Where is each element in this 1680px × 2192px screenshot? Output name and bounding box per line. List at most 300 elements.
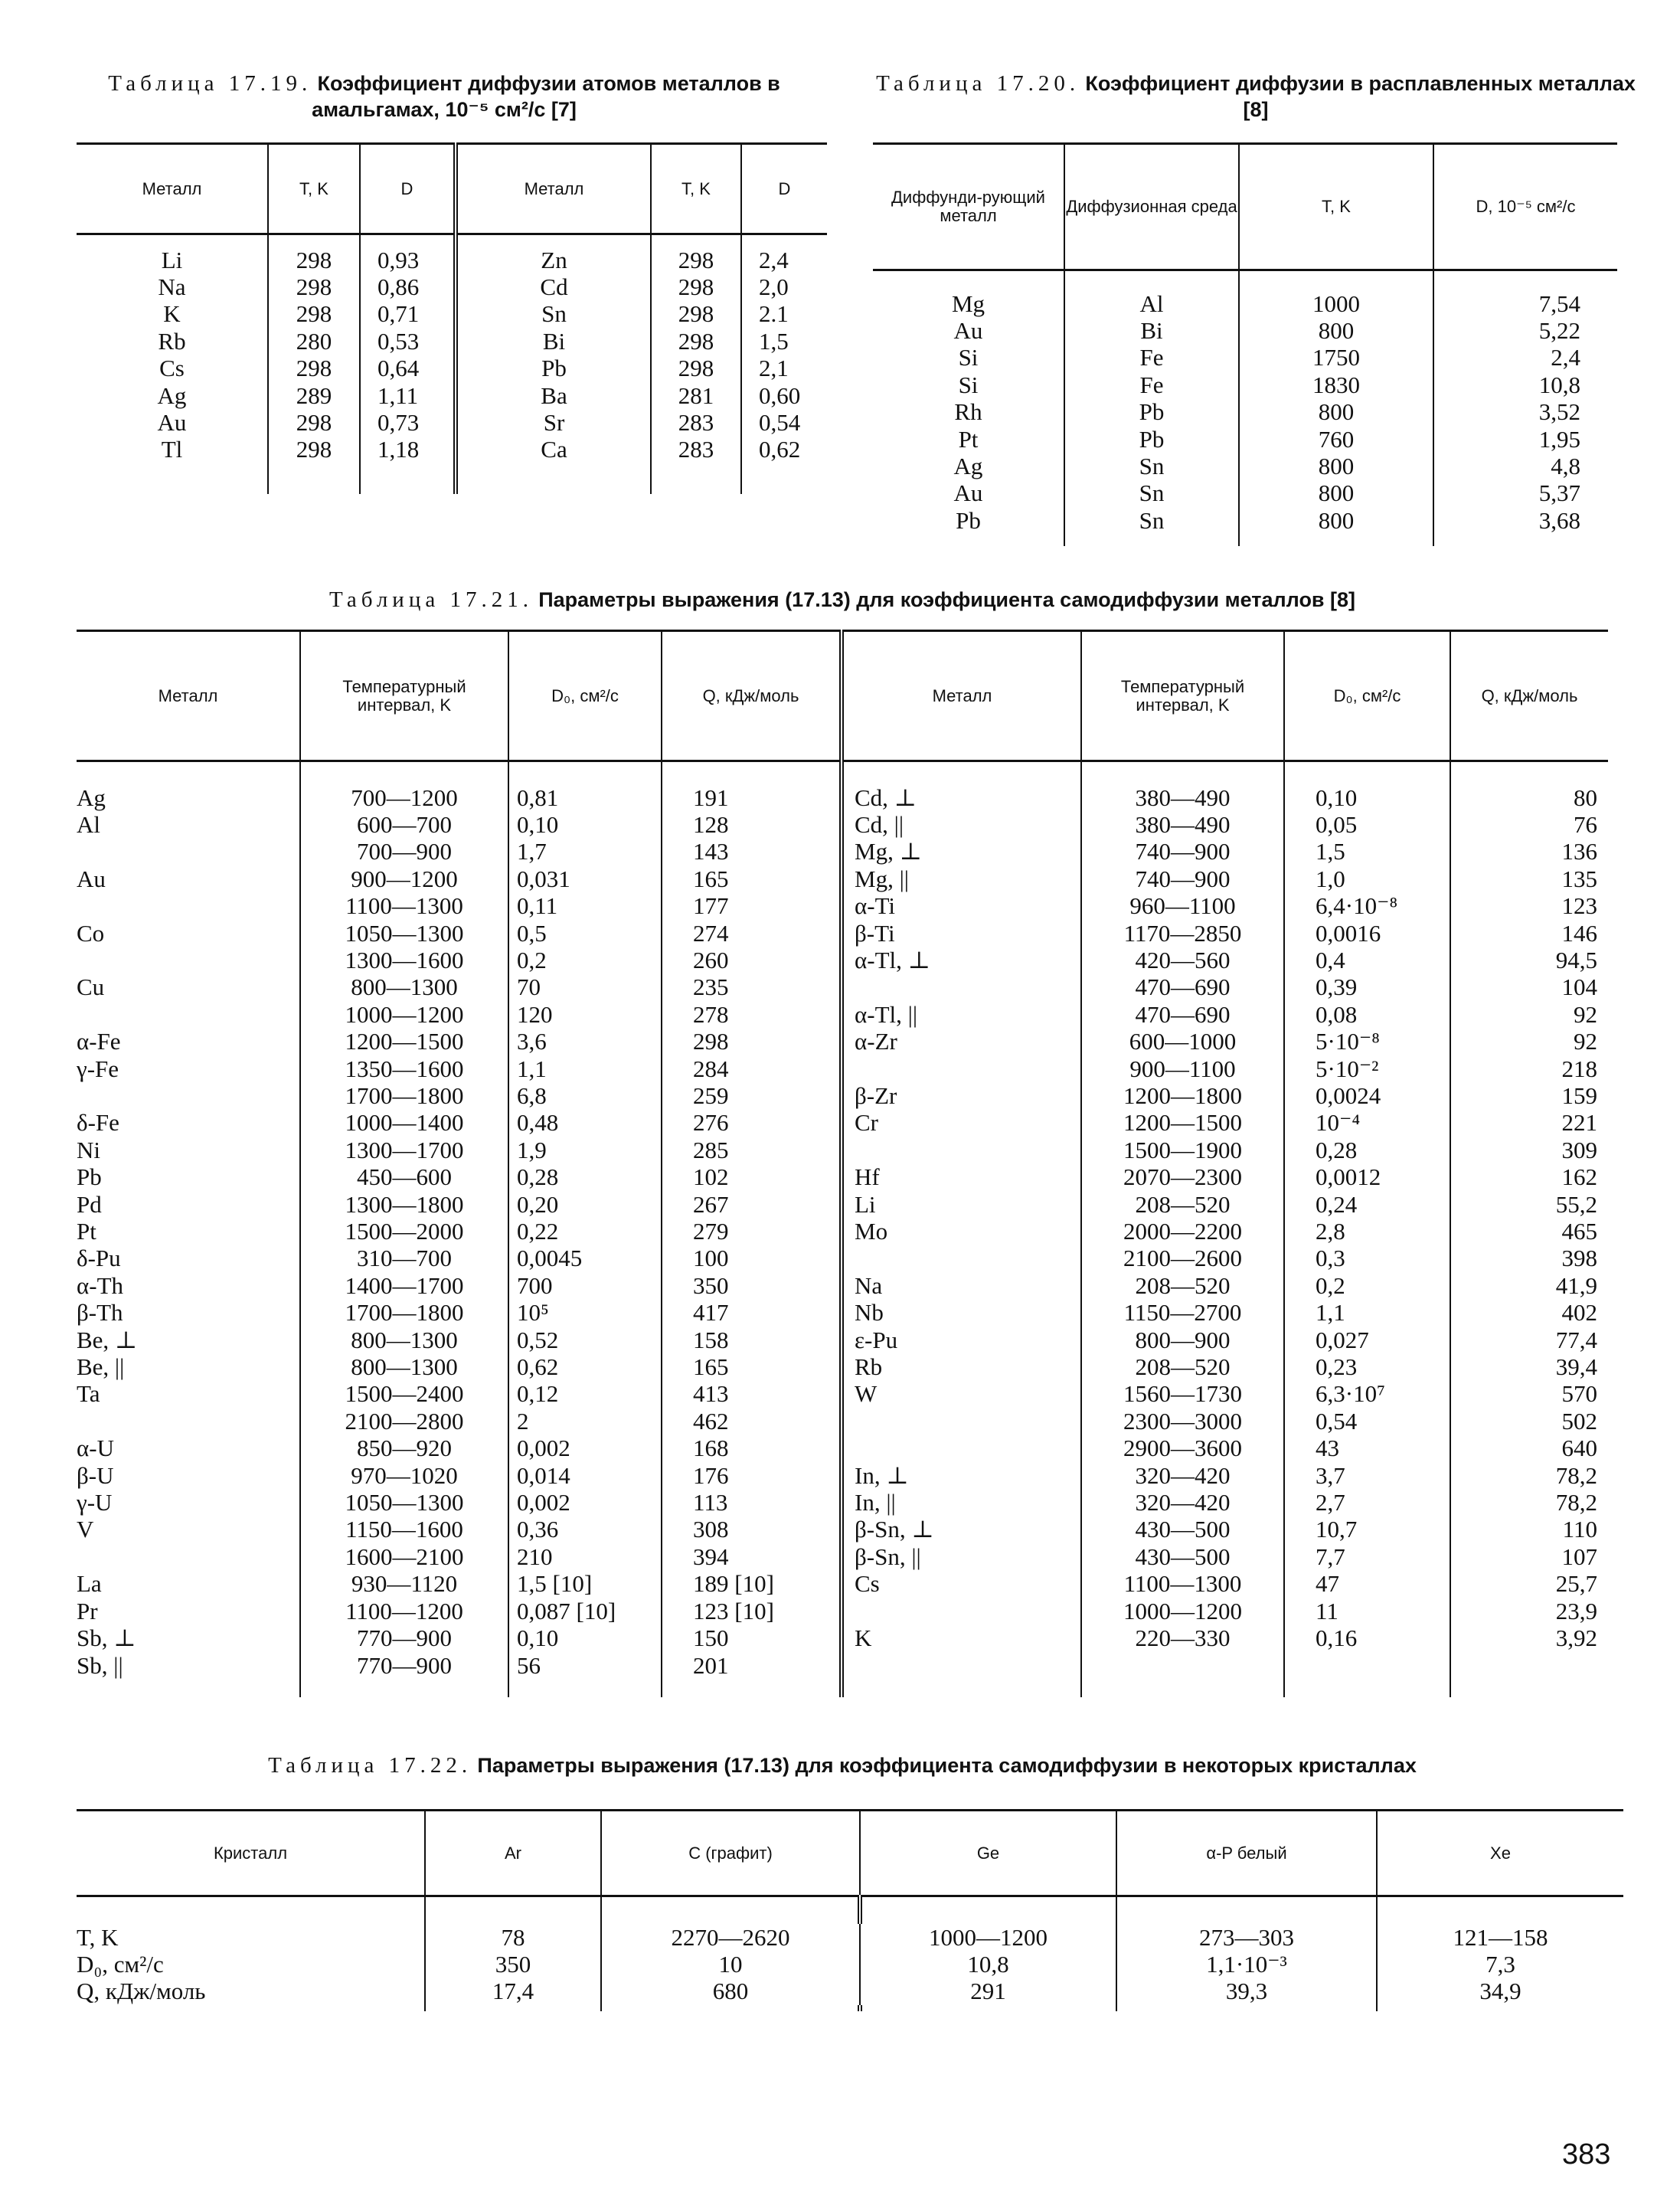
diffusion-cell: 1,5	[741, 328, 827, 355]
temperature-cell: 298	[268, 247, 360, 273]
spacer-cell	[425, 1896, 601, 1924]
caption-label: Таблица 17.22.	[268, 1753, 472, 1778]
q-cell: 107	[1450, 1543, 1608, 1570]
metal-cell	[77, 892, 300, 919]
diffusion-cell: 3,52	[1433, 398, 1617, 425]
spacer-cell	[77, 1896, 425, 1924]
q-cell: 110	[1450, 1516, 1608, 1543]
diffusing-metal-cell: Pt	[958, 425, 979, 453]
metal-cell: Al	[77, 810, 100, 838]
interval-cell: 800—1300	[300, 1327, 508, 1353]
interval-cell: 740—900	[1081, 838, 1284, 865]
table-row	[873, 479, 1617, 506]
spacer-cell	[1081, 761, 1284, 784]
d0-cell: 3,6	[508, 1028, 662, 1055]
metal-cell: Tl	[161, 436, 183, 463]
diffusion-cell: 0,64	[360, 355, 456, 381]
metal-cell: Sb, ⊥	[77, 1624, 136, 1652]
metal-cell: W	[842, 1380, 1081, 1407]
interval-cell: 1100—1300	[300, 892, 508, 919]
temperature-cell: 298	[651, 273, 741, 300]
spacer-cell	[741, 463, 827, 494]
spacer-cell	[1377, 2005, 1623, 2011]
header-ar: Ar	[425, 1811, 601, 1896]
d0-cell: 0,28	[508, 1163, 662, 1190]
metal-cell	[77, 1543, 300, 1570]
interval-cell: 1700—1800	[300, 1082, 508, 1109]
interval-cell: 1200—1800	[1081, 1082, 1284, 1109]
metal-cell: Pt	[77, 1218, 96, 1245]
d0-cell: 1,5 [10]	[508, 1570, 662, 1597]
metal-cell: Li	[842, 1191, 1081, 1218]
q-cell: 128	[662, 811, 842, 838]
interval-cell: 1500—2000	[300, 1218, 508, 1245]
table-row	[77, 1924, 1623, 1951]
interval-cell: 2100—2800	[300, 1408, 508, 1435]
metal-cell: Na	[842, 1272, 1081, 1299]
q-cell: 274	[662, 920, 842, 947]
table-row	[77, 865, 1608, 892]
d0-cell: 1,9	[508, 1137, 662, 1163]
xe-cell: 121—158	[1377, 1924, 1623, 1951]
metal-cell	[842, 1245, 1081, 1271]
d0-cell: 6,4·10⁻⁸	[1284, 892, 1450, 919]
spacer-cell	[1064, 270, 1239, 290]
d0-cell: 210	[508, 1543, 662, 1570]
d0-cell: 0,4	[1284, 947, 1450, 973]
interval-cell: 770—900	[300, 1652, 508, 1679]
spacer-cell	[268, 234, 360, 247]
interval-cell: 1500—2400	[300, 1380, 508, 1407]
q-cell: 80	[1450, 784, 1608, 811]
spacer-cell	[77, 1679, 300, 1697]
table-row	[77, 1137, 1608, 1163]
q-cell: 94,5	[1450, 947, 1608, 973]
interval-cell: 770—900	[300, 1624, 508, 1651]
interval-cell: 1300—1600	[300, 947, 508, 973]
q-cell: 165	[662, 1353, 842, 1380]
temperature-cell: 800	[1239, 398, 1433, 425]
q-cell: 201	[662, 1652, 842, 1679]
q-cell: 462	[662, 1408, 842, 1435]
ar-cell: 78	[425, 1924, 601, 1951]
diffusing-metal-cell: Au	[953, 316, 983, 344]
q-cell: 235	[662, 973, 842, 1000]
metal-cell: Cd, ⊥	[842, 784, 1081, 811]
diffusion-cell: 0,54	[741, 409, 827, 436]
temperature-cell: 280	[268, 328, 360, 355]
table-row	[873, 371, 1617, 398]
metal-cell: Cs	[159, 355, 185, 382]
metal-cell: Mo	[842, 1218, 1081, 1245]
spacer-cell	[508, 761, 662, 784]
medium-cell: Sn	[1064, 453, 1239, 479]
d0-cell: 1,1	[508, 1055, 662, 1082]
d0-cell: 0,087 [10]	[508, 1598, 662, 1624]
d0-cell: 0,52	[508, 1327, 662, 1353]
metal-cell	[77, 1082, 300, 1109]
d0-cell: 0,3	[1284, 1245, 1450, 1271]
table-row	[77, 892, 1608, 919]
spacer-cell	[77, 463, 268, 494]
d0-cell: 5·10⁻²	[1284, 1055, 1450, 1082]
medium-cell: Pb	[1064, 398, 1239, 425]
parameter-cell: Q, кДж/моль	[77, 1978, 206, 2005]
interval-cell: 1700—1800	[300, 1299, 508, 1326]
temperature-cell: 298	[268, 409, 360, 436]
table-17-19-caption	[77, 70, 812, 123]
header-graphite: C (графит)	[601, 1811, 860, 1896]
metal-cell: Sn	[456, 300, 651, 327]
q-cell: 158	[662, 1327, 842, 1353]
interval-cell: 700—1200	[300, 784, 508, 811]
q-cell: 191	[662, 784, 842, 811]
header-temperature: T, K	[651, 144, 741, 234]
parameter-cell: T, K	[77, 1923, 119, 1951]
diffusion-cell: 1,11	[360, 382, 456, 409]
interval-cell: 2000—2200	[1081, 1218, 1284, 1245]
q-cell: 640	[1450, 1435, 1608, 1461]
temperature-cell: 298	[268, 436, 360, 463]
spacer-cell	[77, 761, 300, 784]
d0-cell: 0,16	[1284, 1624, 1450, 1651]
spacer-cell	[1433, 270, 1617, 290]
table-row	[77, 1299, 1608, 1326]
metal-cell: Mg, ⊥	[842, 838, 1081, 865]
table-row	[77, 1327, 1608, 1353]
q-cell: 39,4	[1450, 1353, 1608, 1380]
diffusing-metal-cell: Pb	[956, 506, 981, 534]
spacer-cell	[300, 1679, 508, 1697]
header-temperature: T, K	[268, 144, 360, 234]
medium-cell: Fe	[1064, 371, 1239, 398]
table-row	[77, 300, 827, 327]
metal-cell	[842, 1598, 1081, 1624]
diffusion-cell: 2.1	[741, 300, 827, 327]
q-cell: 41,9	[1450, 1272, 1608, 1299]
caption-title: Коэффициент диффузии атомов металлов в амальгамах, 10⁻⁵ см²/с [7]	[312, 72, 780, 121]
table-row	[77, 1543, 1608, 1570]
metal-cell	[77, 947, 300, 973]
table-row	[77, 273, 827, 300]
table-row	[77, 436, 827, 463]
metal-cell: Li	[161, 246, 183, 273]
diffusing-metal-cell: Si	[958, 371, 979, 398]
ge-cell: 291	[860, 1978, 1116, 2004]
metal-cell: α-Ti	[842, 892, 1081, 919]
metal-cell: K	[163, 300, 181, 328]
q-cell: 259	[662, 1082, 842, 1109]
d0-cell: 1,7	[508, 838, 662, 865]
white-p-cell: 1,1·10⁻³	[1116, 1951, 1377, 1978]
header-diffusion: D, 10⁻⁵ см²/с	[1433, 144, 1617, 270]
table-body	[873, 270, 1617, 547]
d0-cell: 0,81	[508, 784, 662, 811]
q-cell: 285	[662, 1137, 842, 1163]
temperature-cell: 281	[651, 382, 741, 409]
table-row	[77, 1001, 1608, 1028]
spacer-cell	[741, 234, 827, 247]
q-cell: 278	[662, 1001, 842, 1028]
ar-cell: 350	[425, 1951, 601, 1978]
header-metal: Металл	[456, 144, 651, 234]
d0-cell: 0,027	[1284, 1327, 1450, 1353]
interval-cell: 900—1200	[300, 865, 508, 892]
q-cell: 78,2	[1450, 1489, 1608, 1516]
metal-cell: ε-Pu	[842, 1327, 1081, 1353]
metal-cell: Nb	[842, 1299, 1081, 1326]
interval-cell: 1560—1730	[1081, 1380, 1284, 1407]
metal-cell: V	[77, 1516, 94, 1543]
interval-cell: 2300—3000	[1081, 1408, 1284, 1435]
d0-cell: 0,11	[508, 892, 662, 919]
d0-cell: 0,24	[1284, 1191, 1450, 1218]
q-cell: 78,2	[1450, 1462, 1608, 1489]
q-cell: 100	[662, 1245, 842, 1271]
diffusion-cell: 0,71	[360, 300, 456, 327]
spacer-cell	[842, 1679, 1081, 1697]
spacer-cell	[1116, 2005, 1377, 2011]
q-cell: 146	[1450, 920, 1608, 947]
interval-cell: 1150—1600	[300, 1516, 508, 1543]
table-row	[77, 1055, 1608, 1082]
d0-cell: 0,10	[508, 1624, 662, 1651]
q-cell: 143	[662, 838, 842, 865]
table-row	[77, 947, 1608, 973]
q-cell: 135	[1450, 865, 1608, 892]
table-17-22	[77, 1809, 1623, 2011]
table-row	[77, 1978, 1623, 2004]
metal-cell: Au	[77, 865, 106, 892]
metal-cell: La	[77, 1570, 102, 1598]
spacer-cell	[651, 234, 741, 247]
metal-cell: K	[842, 1624, 1081, 1651]
metal-cell: Mg, ||	[842, 865, 1081, 892]
spacer-cell	[601, 1896, 860, 1924]
header-q: Q, кДж/моль	[1450, 631, 1608, 761]
table-body	[77, 1896, 1623, 2011]
q-cell: 267	[662, 1191, 842, 1218]
header-metal: Металл	[842, 631, 1081, 761]
q-cell: 350	[662, 1272, 842, 1299]
interval-cell: 930—1120	[300, 1570, 508, 1597]
header-ge: Ge	[860, 1811, 1116, 1896]
table-row	[873, 507, 1617, 534]
ar-cell: 17,4	[425, 1978, 601, 2004]
table-row	[77, 1082, 1608, 1109]
interval-cell: 960—1100	[1081, 892, 1284, 919]
q-cell: 165	[662, 865, 842, 892]
table-17-19	[77, 142, 827, 494]
white-p-cell: 273—303	[1116, 1924, 1377, 1951]
header-d0: D₀, см²/с	[1284, 631, 1450, 761]
d0-cell: 10⁻⁴	[1284, 1109, 1450, 1136]
temperature-cell: 298	[268, 355, 360, 381]
diffusion-cell: 4,8	[1433, 453, 1617, 479]
header-q: Q, кДж/моль	[662, 631, 842, 761]
d0-cell: 0,002	[508, 1489, 662, 1516]
spacer-cell	[77, 234, 268, 247]
d0-cell: 1,1	[1284, 1299, 1450, 1326]
table-row	[77, 1028, 1608, 1055]
q-cell: 92	[1450, 1001, 1608, 1028]
interval-cell: 1100—1300	[1081, 1570, 1284, 1597]
table-17-20-caption	[873, 70, 1639, 123]
interval-cell: 1400—1700	[300, 1272, 508, 1299]
metal-cell: Sr	[456, 409, 651, 436]
d0-cell: 1,0	[1284, 865, 1450, 892]
metal-cell: Au	[157, 408, 187, 436]
parameter-cell: D₀, см²/с	[77, 1950, 164, 1978]
table-row	[873, 344, 1617, 371]
spacer-cell	[456, 463, 651, 494]
header-diffusing-metal: Диффунди-рующий металл	[891, 188, 1045, 225]
spacer-cell	[662, 761, 842, 784]
metal-cell: β-Zr	[842, 1082, 1081, 1109]
interval-cell: 320—420	[1081, 1462, 1284, 1489]
temperature-cell: 298	[268, 273, 360, 300]
q-cell: 92	[1450, 1028, 1608, 1055]
metal-cell: Ba	[456, 382, 651, 409]
d0-cell: 0,36	[508, 1516, 662, 1543]
d0-cell: 0,05	[1284, 811, 1450, 838]
d0-cell: 6,8	[508, 1082, 662, 1109]
metal-cell: Cs	[842, 1570, 1081, 1597]
d0-cell: 10⁵	[508, 1299, 662, 1326]
d0-cell: 70	[508, 973, 662, 1000]
table-row	[77, 1489, 1608, 1516]
spacer-cell	[873, 534, 1064, 546]
temperature-cell: 1000	[1239, 290, 1433, 317]
interval-cell: 1000—1400	[300, 1109, 508, 1136]
table-row	[77, 1570, 1608, 1597]
interval-cell: 1050—1300	[300, 920, 508, 947]
diffusion-cell: 0,73	[360, 409, 456, 436]
table-row	[873, 426, 1617, 453]
d0-cell: 6,3·10⁷	[1284, 1380, 1450, 1407]
interval-cell: 600—1000	[1081, 1028, 1284, 1055]
table-row	[77, 1353, 1608, 1380]
graphite-cell: 10	[601, 1951, 860, 1978]
q-cell: 298	[662, 1028, 842, 1055]
d0-cell: 0,20	[508, 1191, 662, 1218]
metal-cell: Ag	[157, 381, 187, 409]
diffusion-cell: 5,22	[1433, 317, 1617, 344]
metal-cell: Be, ⊥	[77, 1326, 138, 1353]
table-row	[77, 1951, 1623, 1978]
medium-cell: Al	[1064, 290, 1239, 317]
interval-cell: 310—700	[300, 1245, 508, 1271]
metal-cell: In, ⊥	[842, 1462, 1081, 1489]
metal-cell	[842, 1652, 1081, 1679]
medium-cell: Pb	[1064, 426, 1239, 453]
q-cell: 168	[662, 1435, 842, 1461]
header-d0: D₀, см²/с	[508, 631, 662, 761]
table-row	[77, 1191, 1608, 1218]
interval-cell: 1150—2700	[1081, 1299, 1284, 1326]
diffusion-cell: 0,86	[360, 273, 456, 300]
q-cell: 136	[1450, 838, 1608, 865]
table-row	[77, 973, 1608, 1000]
spacer-cell	[1377, 1896, 1623, 1924]
interval-cell: 450—600	[300, 1163, 508, 1190]
diffusion-cell: 0,53	[360, 328, 456, 355]
medium-cell: Sn	[1064, 507, 1239, 534]
table-row	[77, 1462, 1608, 1489]
interval-cell: 208—520	[1081, 1353, 1284, 1380]
q-cell: 260	[662, 947, 842, 973]
d0-cell: 11	[1284, 1598, 1450, 1624]
metal-cell: Cr	[842, 1109, 1081, 1136]
interval-cell: 1300—1800	[300, 1191, 508, 1218]
interval-cell: 220—330	[1081, 1624, 1284, 1651]
metal-cell: Rb	[158, 327, 186, 355]
q-cell: 3,92	[1450, 1624, 1608, 1651]
metal-cell: Ag	[77, 784, 106, 811]
page-number: 383	[1562, 2138, 1611, 2171]
table-row	[77, 1245, 1608, 1271]
metal-cell: Hf	[842, 1163, 1081, 1190]
table-row	[77, 1516, 1608, 1543]
spacer-cell	[1450, 761, 1608, 784]
table-row	[77, 328, 827, 355]
table-17-20	[873, 142, 1617, 546]
q-cell: 162	[1450, 1163, 1608, 1190]
temperature-cell: 298	[651, 300, 741, 327]
metal-cell: Rb	[842, 1353, 1081, 1380]
diffusion-cell: 2,0	[741, 273, 827, 300]
diffusion-cell: 3,68	[1433, 507, 1617, 534]
q-cell: 279	[662, 1218, 842, 1245]
metal-cell: Cd	[456, 273, 651, 300]
metal-cell	[842, 973, 1081, 1000]
metal-cell: Cd, ||	[842, 811, 1081, 838]
q-cell: 113	[662, 1489, 842, 1516]
q-cell: 276	[662, 1109, 842, 1136]
caption-title: Параметры выражения (17.13) для коэффициента самодиффузии металлов [8]	[538, 588, 1356, 611]
header-temperature: T, K	[1239, 144, 1433, 270]
interval-cell: 208—520	[1081, 1191, 1284, 1218]
diffusion-cell: 2,1	[741, 355, 827, 381]
interval-cell: 850—920	[300, 1435, 508, 1461]
table-row	[77, 1272, 1608, 1299]
d0-cell: 47	[1284, 1570, 1450, 1597]
temperature-cell: 298	[268, 300, 360, 327]
d0-cell: 0,48	[508, 1109, 662, 1136]
metal-cell: Cu	[77, 973, 105, 1001]
metal-cell: Ni	[77, 1136, 100, 1163]
caption-label: Таблица 17.19.	[108, 71, 312, 96]
interval-cell	[1081, 1652, 1284, 1679]
d0-cell: 0,002	[508, 1435, 662, 1461]
d0-cell: 0,5	[508, 920, 662, 947]
interval-cell: 1350—1600	[300, 1055, 508, 1082]
metal-cell: β-Sn, ⊥	[842, 1516, 1081, 1543]
d0-cell: 3,7	[1284, 1462, 1450, 1489]
diffusing-metal-cell: Rh	[954, 398, 982, 426]
spacer-cell	[1239, 534, 1433, 546]
metal-cell: Zn	[456, 247, 651, 273]
q-cell: 150	[662, 1624, 842, 1651]
interval-cell: 600—700	[300, 811, 508, 838]
temperature-cell: 1750	[1239, 344, 1433, 371]
metal-cell: Be, ||	[77, 1353, 125, 1381]
spacer-cell	[860, 1896, 1116, 1924]
d0-cell: 0,10	[1284, 784, 1450, 811]
table-row	[873, 317, 1617, 344]
metal-cell: γ-Fe	[77, 1055, 119, 1082]
spacer-cell	[300, 761, 508, 784]
